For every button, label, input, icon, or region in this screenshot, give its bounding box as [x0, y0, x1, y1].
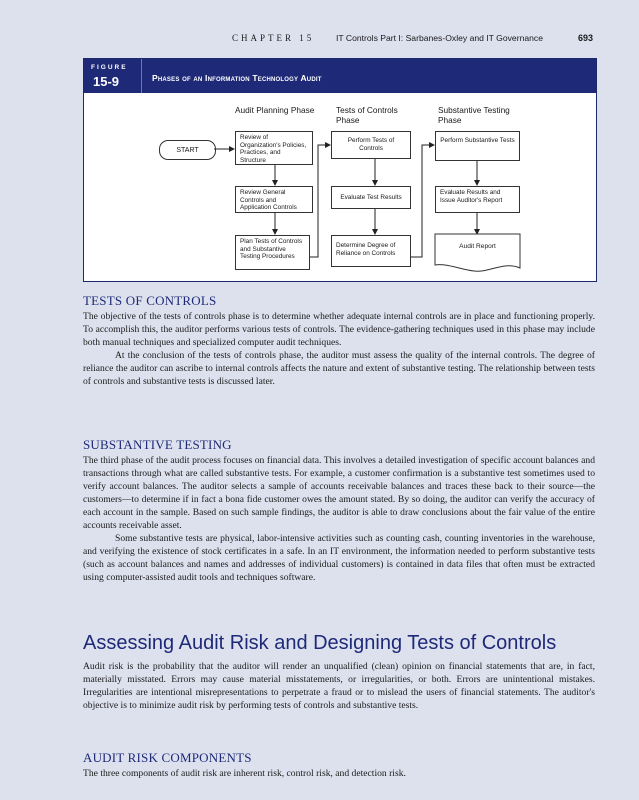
box-evaluate-results: Evaluate Results and Issue Auditor's Report	[435, 186, 520, 213]
figure-label: FIGURE	[91, 64, 128, 71]
paragraph: Some substantive tests are physical, labor-intensive activities such as counting cash, counting inventories in the warehouse, and verifying the existence of stock certificates in a safe. In an IT environment, the information needed to perform substantive tests (such as account balances and names and addresses of individual customers) is contained in data files that often must be extracted using computer-assisted audit tools and techniques software.	[83, 533, 595, 583]
figure-header	[84, 59, 596, 93]
audit-report-label: Audit Report	[459, 243, 496, 250]
box-perform-substantive: Perform Substantive Tests	[435, 131, 520, 161]
section-assessing-audit-risk	[83, 660, 595, 712]
section-tests-of-controls	[83, 310, 595, 388]
heading-audit-risk-components: AUDIT RISK COMPONENTS	[83, 750, 252, 765]
phase-label: Audit Planning Phase	[235, 105, 315, 115]
box-perform-tests: Perform Tests of Controls	[331, 131, 411, 159]
paragraph: Audit risk is the probability that the auditor will render an unqualified (clean) opinion on financial statements that are, in fact, materially misstated. Errors may cause material misstatements, or irregularities, or both. Errors are unintentional mistakes. Irregularities are intentional misrepresentations to perpetrate a fraud or to mislead the users of financial statements. The auditor's objective is to minimize audit risk by performing tests of controls and substantive tests.	[83, 661, 595, 711]
chapter-title: IT Controls Part I: Sarbanes-Oxley and IT Governance	[336, 33, 543, 43]
paragraph: The three components of audit risk are inherent risk, control risk, and detection risk.	[83, 768, 406, 779]
audit-report-shape	[435, 234, 520, 271]
phase-audit-planning	[235, 105, 315, 115]
start-terminal: START	[159, 140, 216, 160]
box-evaluate-tests: Evaluate Test Results	[331, 186, 411, 209]
figure-title: Phases of an Information Technology Audit	[152, 73, 322, 83]
box-review-general-controls: Review General Controls and Application Controls	[235, 186, 313, 213]
arrow-determine-to-substantive	[411, 145, 434, 257]
box-review-organization: Review of Organization's Policies, Practices, and Structure	[235, 131, 313, 165]
phase-label: Substantive Testing Phase	[438, 105, 510, 125]
paragraph: The third phase of the audit process focuses on financial data. This involves a detailed investigation of specific account balances and transactions through what are called substantive tests. For example, a customer confirmation is a substantive test sometimes used to verify account balances. The auditor selects a sample of accounts receivable balances and traces these back to their source—the customers—to determine if in fact a bona fide customer owes the amount stated. By so doing, the auditor can verify the accuracy of each account in the sample. Based on such sample findings, the auditor is able to draw conclusions about the fair value of the entire accounts receivable asset.	[83, 455, 595, 531]
section-substantive-testing	[83, 454, 595, 584]
section-audit-risk-components	[83, 767, 595, 780]
phase-substantive-testing	[438, 105, 514, 125]
paragraph: At the conclusion of the tests of controls phase, the auditor must assess the quality of the internal controls. The degree of reliance the auditor can ascribe to internal controls affects the nature and extent of substantive testing. The relationship between tests of controls and substantive tests is discussed later.	[83, 350, 595, 387]
heading-assessing-audit-risk: Assessing Audit Risk and Designing Tests of Controls	[83, 632, 557, 654]
figure-tag	[84, 59, 141, 93]
figure-15-9	[83, 58, 597, 282]
audit-phases-diagram	[84, 93, 596, 281]
page-number: 693	[578, 33, 594, 43]
phase-label: Tests of Controls Phase	[336, 105, 398, 125]
arrow-plan-to-perform	[310, 145, 330, 257]
chapter-label: CHAPTER 15	[232, 33, 315, 43]
paragraph: The objective of the tests of controls phase is to determine whether adequate internal controls are in place and functioning properly. To accomplish this, the auditor performs various tests of controls. The evidence-gathering techniques used in this phase may include both manual techniques and specialized computer audit techniques.	[83, 311, 595, 348]
phase-tests-of-controls	[336, 105, 416, 125]
figure-tag-divider	[141, 59, 142, 93]
heading-tests-of-controls: TESTS OF CONTROLS	[83, 293, 217, 308]
box-determine-reliance: Determine Degree of Reliance on Controls	[331, 235, 411, 267]
heading-substantive-testing: SUBSTANTIVE TESTING	[83, 437, 232, 452]
figure-number: 15-9	[93, 74, 120, 89]
box-plan-tests: Plan Tests of Controls and Substantive Testing Procedures	[235, 235, 310, 270]
running-head	[0, 33, 639, 47]
